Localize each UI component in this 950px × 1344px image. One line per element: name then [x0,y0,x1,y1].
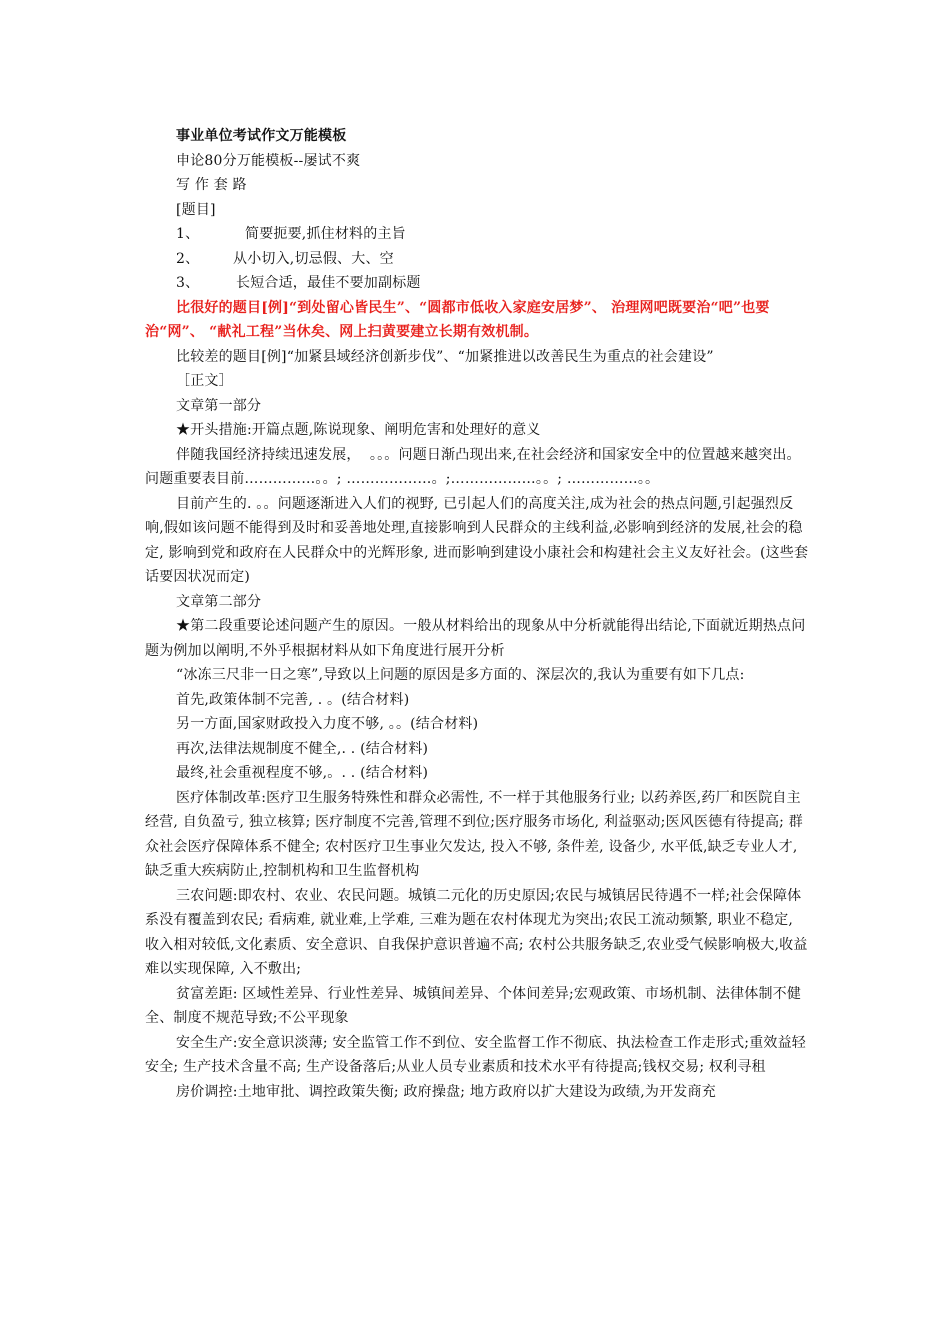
rule-item [145,271,810,296]
quote-paragraph: “冰冻三尺非一日之寒”,导致以上问题的原因是多方面的、深层次的,我认为重要有如下几点: [176,667,745,683]
part-one-paragraph: 目前产生的. 。。问题逐渐进入人们的视野, 已引起人们的高度关注,成为社会的热点问题,引起强烈反响,假如该问题不能得到及时和妥善地处理,直接影响到人民群众的主线利益,必影响到经济的发展,社会的稳定, 影响到党和政府在人民群众中的光辉形象, 进而影响到建设小康社会和构建社会主义友好社会。(这些套话要因状况而定) [145,495,809,585]
document-subtitle: 申论80分万能模板--屡试不爽 [176,152,361,169]
rule-number: 1、 [176,226,200,242]
part-one-paragraph: 伴随我国经济持续迅速发展， 。。。问题日渐凸现出来,在社会经济和国家安全中的位置越来越突出。问题重要表目前……………。。; ………………。;………………。。; ……………。。 [145,446,801,487]
bad-title-example: 比较差的题目[例]“加紧县域经济创新步伐”、“加紧推进以改善民生为重点的社会建设” [176,348,714,365]
part-two-heading: 文章第二部分 [176,593,262,610]
reason-item: 另一方面,国家财政投入力度不够, 。。(结合材料) [176,716,479,732]
reason-item: 最终,社会重视程度不够,。. . (结合材料) [176,765,429,781]
part-one-method: ★开头措施:开篇点题,陈说现象、阐明危害和处理好的意义 [176,422,541,438]
document-title: 事业单位考试作文万能模板 [176,128,347,144]
topic-paragraph: 医疗体制改革:医疗卫生服务特殊性和群众必需性, 不一样于其他服务行业; 以药养医,药厂和医院自主经营, 自负盈亏, 独立核算; 医疗制度不完善,管理不到位;医疗服务市场化, 利益驱动;医风医德有待提高; 群众社会医疗保障体系不健全; 农村医疗卫生事业欠发达, 投入不够, 条件差, 设备少, 水平低,缺乏专业人才,缺乏重大疾病防止,控制机构和卫生监督机构 [145,789,803,879]
part-one-heading: 文章第一部分 [176,397,262,414]
rule-item [145,247,810,272]
title-section-label: [题目] [176,201,216,218]
reason-item: 首先,政策体制不完善, . 。(结合材料) [176,691,410,708]
rule-text: 从小切入,切忌假、大、空 [233,250,394,267]
topic-paragraph: 房价调控:土地审批、调控政策失衡; 政府操盘; 地方政府以扩大建设为政绩,为开发商充 [176,1083,716,1100]
part-two-method: ★第二段重要论述问题产生的原因。一般从材料给出的现象从中分析就能得出结论,下面就近期热点问题为例加以阐明,不外乎根据材料从如下角度进行展开分析 [145,618,806,659]
rule-item [145,222,810,247]
rule-text: 长短合适，最佳不要加副标题 [236,275,421,291]
document-page [145,124,810,1104]
body-section-label: ［正文］ [176,373,233,389]
good-title-example: 比很好的题目[例]“到处留心皆民生”、“圆都市低收入家庭安居梦”、 治理网吧既要治“吧”也要治“网”、 “献礼工程”当休矣、网上扫黄要建立长期有效机制。 [145,299,770,340]
method-heading: 写 作 套 路 [176,177,247,193]
reason-item: 再次,法律法规制度不健全,. . (结合材料) [176,740,429,757]
rule-number: 2、 [176,250,200,267]
topic-paragraph: 贫富差距: 区域性差异、行业性差异、城镇间差异、个体间差异;宏观政策、市场机制、法律体制不健全、制度不规范导致;不公平现象 [145,985,802,1026]
rule-number: 3、 [176,275,200,291]
topic-paragraph: 三农问题:即农村、农业、农民问题。城镇二元化的历史原因;农民与城镇居民待遇不一样;社会保障体系没有覆盖到农民; 看病难, 就业难,上学难, 三难为题在农村体现尤为突出;农民工流动频繁, 职业不稳定, 收入相对较低,文化素质、安全意识、自我保护意识普遍不高; 农村公共服务缺乏,农业受气候影响极大,收益难以实现保障, 入不敷出; [145,887,808,977]
topic-paragraph: 安全生产:安全意识淡薄; 安全监管工作不到位、安全监督工作不彻底、执法检查工作走形式;重效益轻安全; 生产技术含量不高; 生产设备落后;从业人员专业素质和技术水平有待提高;钱权交易; 权利寻租 [145,1034,806,1075]
rule-text: 简要扼要,抓住材料的主旨 [245,226,406,242]
